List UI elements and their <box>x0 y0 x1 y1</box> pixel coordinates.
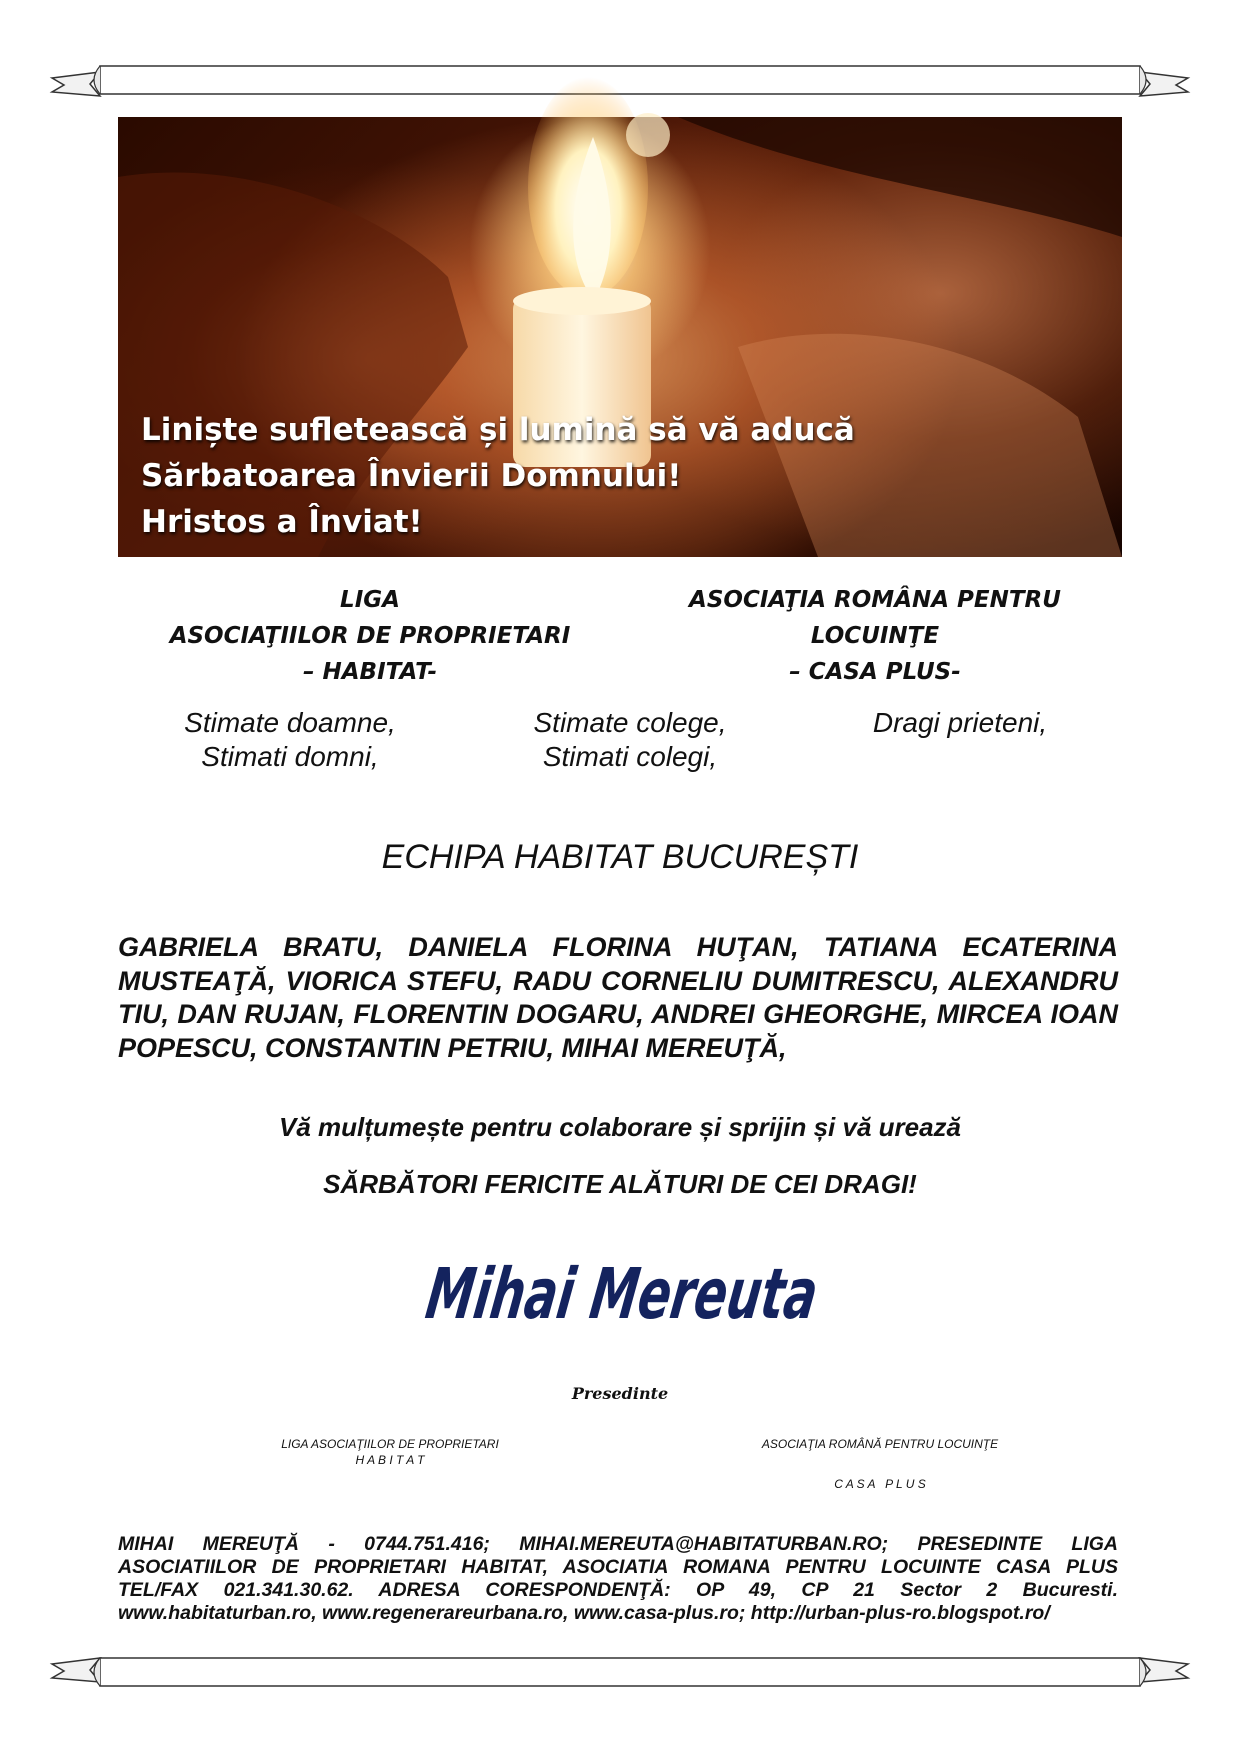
salutation-line: Stimati domni, <box>201 741 379 772</box>
signature-org-left <box>240 1436 540 1468</box>
salutation-line: Stimati colegi, <box>542 741 718 772</box>
salutation-ladies-gentlemen <box>140 706 440 774</box>
contact-info <box>118 1533 1118 1625</box>
signatory-role: Presedinte <box>571 1384 669 1403</box>
holiday-wishes: SĂRBĂTORI FERICITE ALĂTURI DE CEI DRAGI! <box>323 1169 917 1199</box>
salutation-line: Dragi prieteni, <box>872 707 1048 738</box>
sig-org-line: LIGA ASOCIAŢIILOR DE PROPRIETARI <box>281 1437 499 1451</box>
photo-greeting <box>141 407 855 545</box>
org-line: – CASA PLUS- <box>789 659 961 685</box>
candle-photo <box>118 117 1122 557</box>
org-line: LIGA <box>340 587 400 613</box>
org-line: ASOCIAŢIILOR DE PROPRIETARI <box>169 623 571 649</box>
sig-org-line: H A B I T A T <box>355 1453 425 1467</box>
org-line: LOCUINŢE <box>810 623 940 649</box>
greeting-line: Liniște sufletească și lumină să vă aducă <box>141 412 855 448</box>
greeting-line: Sărbatoarea Învierii Domnului! <box>141 458 682 494</box>
svg-text:Mihai Mereuta: Mihai Mereuta <box>421 1253 1002 1335</box>
salutation-friends <box>810 706 1110 740</box>
sig-org-line: C A S A P L U S <box>834 1477 926 1491</box>
contact-line: TEL/FAX 021.341.30.62. ADRESA CORESPONDENŢĂ: OP 49, CP 21 Sector 2 Bucuresti. <box>118 1579 1118 1601</box>
signature-org-right <box>720 1436 1040 1492</box>
contact-line: ASOCIATIILOR DE PROPRIETARI HABITAT, ASOCIATIA ROMANA PENTRU LOCUINTE CASA PLUS <box>118 1556 1118 1578</box>
handwritten-signature <box>400 1238 1002 1348</box>
org-liga-habitat <box>140 582 600 690</box>
bottom-scroll-banner <box>50 1648 1190 1696</box>
team-title: ECHIPA HABITAT BUCUREȘTI <box>381 838 859 876</box>
org-casa-plus <box>650 582 1100 690</box>
org-line: – HABITAT- <box>302 659 437 685</box>
greeting-line: Hristos a Înviat! <box>141 504 423 540</box>
salutation-line: Stimate colege, <box>533 707 727 738</box>
org-line: ASOCIAŢIA ROMÂNA PENTRU <box>689 587 1061 613</box>
contact-line: www.habitaturban.ro, www.regenerareurbana.ro, www.casa-plus.ro; http://urban-plus-ro.blogspot.ro/ <box>118 1602 1050 1624</box>
thanks-message: Vă mulțumește pentru colaborare și sprijin și vă urează <box>278 1112 962 1142</box>
contact-line: MIHAI MEREUŢĂ - 0744.751.416; MIHAI.MEREUTA@HABITATURBAN.RO; PRESEDINTE LIGA <box>118 1533 1118 1555</box>
salutation-line: Stimate doamne, <box>184 707 396 738</box>
sig-org-line: ASOCIAŢIA ROMÂNĂ PENTRU LOCUINŢE <box>761 1437 999 1451</box>
salutation-colleagues <box>480 706 780 774</box>
team-members: GABRIELA BRATU, DANIELA FLORINA HUŢAN, TATIANA ECATERINA MUSTEAŢĂ, VIORICA STEFU, RADU CORNELIU DUMITRESCU, ALEXANDRU TIU, DAN RUJAN, FLORENTIN DOGARU, ANDREI GHEORGHE, MIRCEA IOAN POPESCU, CONSTANTIN PETRIU, MIHAI MEREUŢĂ, <box>118 932 1118 1063</box>
